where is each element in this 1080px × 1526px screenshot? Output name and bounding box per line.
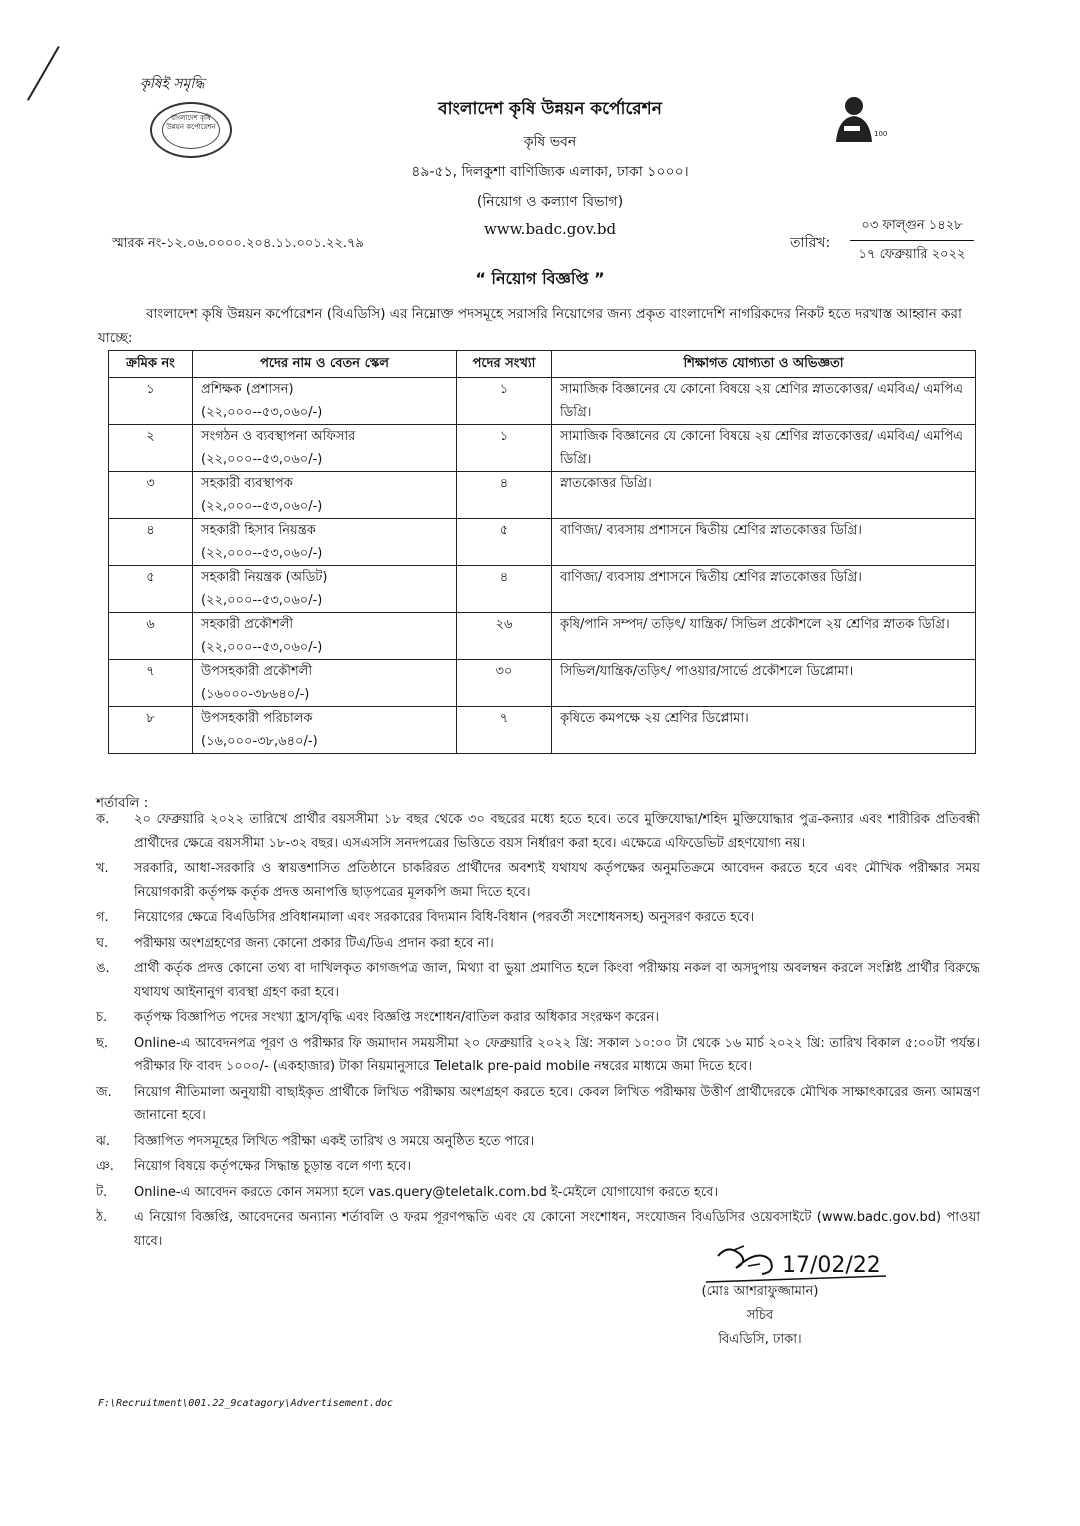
cell-post [193,519,457,566]
cell-count: ৪ [457,472,552,519]
signatory-office: বিএডিসি, ঢাকা। [718,1332,802,1347]
term-item [96,1130,980,1154]
pay-scale: (২২,০০০--৫৩,০৬০/-) [201,640,323,655]
cell-post [193,613,457,660]
cell-count: ১ [457,378,552,425]
cell-count: ৫ [457,519,552,566]
post-name: সহকারী নিয়ন্ত্রক (অডিট) [201,570,328,585]
term-marker: খ. [96,861,109,876]
cell-post [193,660,457,707]
cell-post [193,472,457,519]
seal-inner-text: বাংলাদেশ কৃষি উন্নয়ন কর্পোরেশন [162,111,220,149]
post-name: প্রশিক্ষক (প্রশাসন) [201,382,294,397]
date-gregorian: ১৭ ফেব্রুয়ারি ২০২২ [858,247,966,262]
cell-post [193,566,457,613]
term-text: বিজ্ঞাপিত পদসমূহের লিখিত পরীক্ষা একই তারিখ ও সময়ে অনুষ্ঠিত হতে পারে। [134,1133,535,1149]
term-marker: ঘ. [96,935,109,951]
table-row [109,472,976,519]
term-text: Online-এ আবেদনপত্র পূরণ ও পরীক্ষার ফি জমাদান সময়সীমা ২০ ফেব্রুয়ারি ২০২২ খ্রি: সকাল ১০:০০ টা থেকে ১৬ মার্চ ২০২২ খ্রি: তারিখ বিকাল ৫:০০টা পর্যন্ত। পরীক্ষার ফি বাবদ ১০০০/- (একহাজার) টাকা নিয়মানুসারে Teletalk pre-paid mobile নম্বরের মাধ্যমে জমা দিতে হবে। [134,1035,980,1074]
signatory-designation: সচিব [746,1308,774,1323]
term-marker: চ. [96,1010,108,1025]
intro-paragraph: বাংলাদেশ কৃষি উন্নয়ন কর্পোরেশন (বিএডিসি) এর নিম্নোক্ত পদসমূহে সরাসরি নিয়োগের জন্য প্রকৃত বাংলাদেশি নাগরিকদের নিকট হতে দরখাস্ত আহ্বান করা যাচ্ছে: [98,306,962,346]
pay-scale: (২২,০০০--৫৩,০৬০/-) [201,405,323,420]
cell-serial: ৬ [109,613,193,660]
term-text: নিয়োগের ক্ষেত্রে বিএডিসির প্রবিধানমালা এবং সরকারের বিদ্যমান বিধি-বিধান (পরবর্তী সংশোধনসহ) অনুসরণ করতে হবে। [134,910,755,925]
term-marker: জ. [96,1084,112,1100]
cell-qualification: স্নাতকোত্তর ডিগ্রি। [552,472,976,519]
terms-heading: শর্তাবলি : [96,795,149,811]
header-serial: ক্রমিক নং [109,351,193,378]
header-qualification: শিক্ষাগত যোগ্যতা ও অভিজ্ঞতা [552,351,976,378]
table-row [109,378,976,425]
term-text: Online-এ আবেদন করতে কোন সমস্যা হলে vas.query@teletalk.com.bd ই-মেইলে যোগাযোগ করতে হবে। [134,1184,718,1200]
motto-text: কৃষিই সমৃদ্ধি [140,76,205,92]
term-marker: ট. [96,1184,108,1200]
cell-qualification: বাণিজ্য/ ব্যবসায় প্রশাসনে দ্বিতীয় শ্রেণির স্নাতকোত্তর ডিগ্রি। [552,519,976,566]
post-name: সংগঠন ও ব্যবস্থাপনা অফিসার [201,429,356,444]
cell-serial: ৩ [109,472,193,519]
pay-scale: (২২,০০০--৫৩,০৬০/-) [201,546,323,561]
term-text: ২০ ফেব্রুয়ারি ২০২২ তারিখে প্রার্থীর বয়সসীমা ১৮ বছর থেকে ৩০ বছরের মধ্যে হতে হবে। তবে মুক্তিযোদ্ধা/শহিদ মুক্তিযোদ্ধার পুত্র-কন্যার এবং শারীরিক প্রতিবন্ধী প্রার্থীদের ক্ষেত্রে বয়সসীমা ১৮-৩২ বছর। এসএসসি সনদপত্রের ভিত্তিতে বয়স নির্ধারণ করা হবে। এক্ষেত্রে এফিডেভিট গ্রহণযোগ্য নয়। [134,812,981,851]
cell-qualification: কৃষি/পানি সম্পদ/ তড়িৎ/ যান্ত্রিক/ সিভিল প্রকৌশলে ২য় শ্রেণির স্নাতক ডিগ্রি। [552,613,976,660]
table-row [109,613,976,660]
term-marker: ক. [96,812,110,827]
term-item [96,1181,980,1205]
signatory-name: (মোঃ আশরাফুজ্জামান) [701,1284,819,1299]
term-item [96,957,980,1004]
date-block [850,216,974,266]
term-text: কর্তৃপক্ষ বিজ্ঞাপিত পদের সংখ্যা হ্রাস/বৃদ্ধি এবং বিজ্ঞপ্তি সংশোধন/বাতিল করার অধিকার সংরক্ষণ করেন। [134,1010,660,1025]
term-item [96,808,980,855]
cell-serial: ৪ [109,519,193,566]
term-item [96,1006,980,1030]
term-item [96,932,980,956]
table-row [109,519,976,566]
table-row [109,660,976,707]
pay-scale: (২২,০০০--৫৩,০৬০/-) [201,499,323,514]
term-marker: ঙ. [96,961,110,976]
notice-title: “ নিয়োগ বিজ্ঞপ্তি ” [475,269,605,288]
term-item [96,1081,980,1128]
cell-qualification: কৃষিতে কমপক্ষে ২য় শ্রেণির ডিপ্লোমা। [552,707,976,754]
term-text: নিয়োগ বিষয়ে কর্তৃপক্ষের সিদ্ধান্ত চূড়ান্ত বলে গণ্য হবে। [134,1159,411,1174]
term-marker: ঞ. [96,1159,114,1174]
cell-count: ১ [457,425,552,472]
table-header-row [109,351,976,378]
header-count: পদের সংখ্যা [457,351,552,378]
signature-date: 17/02/22 [782,1253,881,1278]
pay-scale: (২২,০০০--৫৩,০৬০/-) [201,452,323,467]
posts-table-body [109,378,976,754]
table-row [109,425,976,472]
term-text: পরীক্ষায় অংশগ্রহণের জন্য কোনো প্রকার টিএ/ডিএ প্রদান করা হবে না। [134,935,494,951]
post-name: উপসহকারী প্রকৌশলী [201,664,313,679]
cell-serial: ২ [109,425,193,472]
date-label: তারিখ: [790,235,831,251]
cell-qualification: সিভিল/যান্ত্রিক/তড়িৎ/ পাওয়ার/সার্ভে প্রকৌশলে ডিপ্লোমা। [552,660,976,707]
signatory-block [640,1280,880,1352]
svg-text:100: 100 [874,130,888,138]
term-item [96,1155,980,1179]
date-bangla: ০৩ ফাল্গুন ১৪২৮ [850,216,974,241]
department-line: (নিয়োগ ও কল্যাণ বিভাগ) [476,194,624,210]
term-text: প্রার্থী কর্তৃক প্রদত্ত কোনো তথ্য বা দাখিলকৃত কাগজপত্র জাল, মিথ্যা বা ভুয়া প্রমাণিত হলে কিংবা পরীক্ষায় নকল বা অসদুপায় অবলম্বন করলে সংশ্লিষ্ট প্রার্থীর বিরুদ্ধে যথাযথ আইনানুগ ব্যবস্থা গ্রহণ করা হবে। [134,961,980,1000]
term-marker: ঝ. [96,1133,110,1149]
address-line: ৪৯-৫১, দিলকুশা বাণিজ্যিক এলাকা, ঢাকা ১০০০। [411,164,689,180]
pay-scale: (১৬০০০-৩৮৬৪০/-) [201,687,310,702]
website-link[interactable]: www.badc.gov.bd [483,220,617,238]
cell-post [193,425,457,472]
pay-scale: (২২,০০০--৫৩,০৬০/-) [201,593,323,608]
post-name: সহকারী ব্যবস্থাপক [201,476,293,491]
term-marker: ছ. [96,1035,109,1051]
term-item [96,1032,980,1079]
cell-serial: ১ [109,378,193,425]
term-text: এ নিয়োগ বিজ্ঞপ্তি, আবেদনের অন্যান্য শর্তাবলি ও ফরম পূরণপদ্ধতি এবং যে কোনো সংশোধন, সংযোজন বিএডিসির ওয়েবসাইটে (www.badc.gov.bd) পাওয়া যাবে। [134,1210,980,1249]
post-name: সহকারী প্রকৌশলী [201,617,294,632]
terms-list [96,808,980,1255]
term-item [96,906,980,930]
post-name: সহকারী হিসাব নিয়ন্ত্রক [201,523,316,538]
pay-scale: (১৬,০০০-৩৮,৬৪০/-) [201,734,318,749]
cell-post [193,707,457,754]
pen-stroke-mark [27,46,60,101]
cell-count: ৩০ [457,660,552,707]
table-row [109,566,976,613]
term-item [96,857,980,904]
term-text: সরকারি, আধা-সরকারি ও স্বায়ত্তশাসিত প্রতিষ্ঠানে চাকরিরত প্রার্থীদের অবশ্যই যথাযথ কর্তৃপক্ষের অনুমতিক্রমে আবেদন করতে হবে এবং মৌখিক পরীক্ষার সময় নিয়োগকারী কর্তৃপক্ষ কর্তৃক প্রদত্ত অনাপত্তি ছাড়পত্রের মূলকপি জমা দিতে হবে। [134,861,980,900]
cell-qualification: সামাজিক বিজ্ঞানের যে কোনো বিষয়ে ২য় শ্রেণির স্নাতকোত্তর/ এমবিএ/ এমপিএ ডিগ্রি। [552,378,976,425]
post-name: উপসহকারী পরিচালক [201,711,313,726]
cell-count: ২৬ [457,613,552,660]
cell-count: ৪ [457,566,552,613]
cell-post [193,378,457,425]
memo-number: স্মারক নং-১২.০৬.০০০০.২০৪.১১.০০১.২২.৭৯ [112,236,364,251]
cell-qualification: বাণিজ্য/ ব্যবসায় প্রশাসনে দ্বিতীয় শ্রেণির স্নাতকোত্তর ডিগ্রি। [552,566,976,613]
posts-table [108,350,976,754]
table-row [109,707,976,754]
file-path: F:\Recruitment\001.22_9catagory\Advertisement.doc [98,1398,394,1409]
organization-name: বাংলাদেশ কৃষি উন্নয়ন কর্পোরেশন [438,99,662,119]
cell-serial: ৮ [109,707,193,754]
cell-qualification: সামাজিক বিজ্ঞানের যে কোনো বিষয়ে ২য় শ্রেণির স্নাতকোত্তর/ এমবিএ/ এমপিএ ডিগ্রি। [552,425,976,472]
term-marker: ঠ. [96,1210,108,1225]
building-name: কৃষি ভবন [523,134,577,150]
header-post: পদের নাম ও বেতন স্কেল [193,351,457,378]
cell-count: ৭ [457,707,552,754]
cell-serial: ৫ [109,566,193,613]
cell-serial: ৭ [109,660,193,707]
term-marker: গ. [96,910,109,925]
term-text: নিয়োগ নীতিমালা অনুযায়ী বাছাইকৃত প্রার্থীকে লিখিত পরীক্ষায় অংশগ্রহণ করতে হবে। কেবল লিখিত পরীক্ষায় উত্তীর্ণ প্রার্থীদেরকে মৌখিক সাক্ষাৎকারের জন্য আমন্ত্রণ জানানো হবে। [134,1084,980,1123]
